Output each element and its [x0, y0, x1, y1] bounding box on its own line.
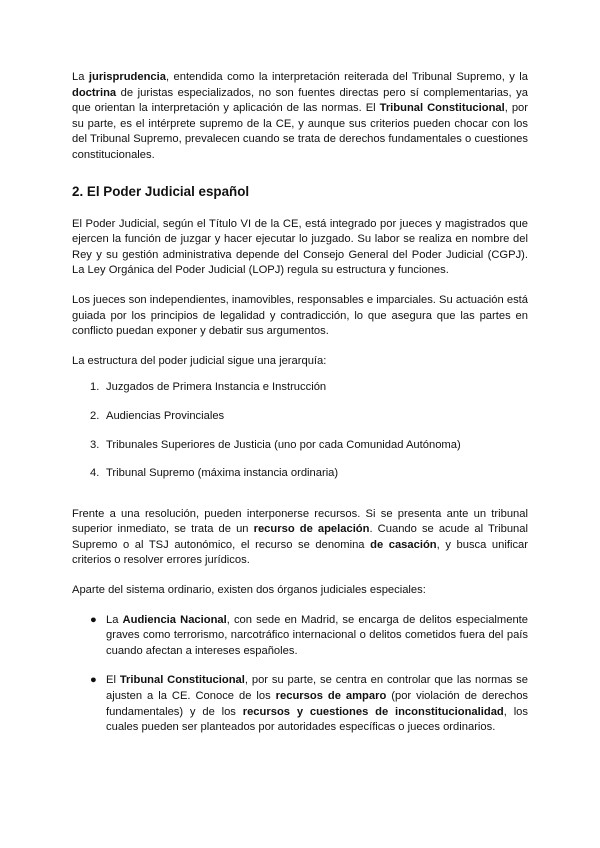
term-recursos-amparo: recursos de amparo: [275, 690, 387, 703]
list-item-audiencia-nacional: ● La Audiencia Nacional, con sede en Madrid, se encarga de delitos especialmente graves como terrorismo, narcotráfico internacional o delitos cometidos fuera del país cuando afectan a intereses españoles.: [90, 613, 528, 657]
term-casacion: de casación: [370, 538, 437, 551]
list-item: 1. Juzgados de Primera Instancia e Instrucción: [90, 381, 327, 394]
list-item: 2. Audiencias Provinciales: [90, 409, 225, 422]
intro-paragraph: La jurisprudencia, entendida como la interpretación reiterada del Tribunal Supremo, y la doctrina de juristas especializados, no son fuentes directas pero sí complementarias, ya que orientan la interpretación y aplicación de las normas. El Tribunal Constitucional, por su parte, es el intérprete supremo de la CE, y aunque sus criterios pueden chocar con los del Tribunal Supremo, prevalecen cuando se trata de derechos fundamentales o cuestiones constitucionales.: [72, 71, 528, 161]
term-recurso-apelacion: recurso de apelación: [253, 523, 370, 536]
definition-paragraph: El Poder Judicial, según el Título VI de la CE, está integrado por jueces y magistrados que ejercen la función de juzgar y hacer ejecutar lo juzgado. Su labor se realiza en nombre del Rey y su gestión administrativa depende del Consejo General del Poder Judicial (CGPJ). La Ley Orgánica del Poder Judicial (LOPJ) regula su estructura y funciones.: [72, 217, 528, 277]
term-inconstitucionalidad: recursos y cuestiones de inconstitucionalidad: [242, 705, 504, 718]
special-organs-list: [72, 613, 528, 736]
list-item-tribunal-constitucional: ● El Tribunal Constitucional, por su parte, se centra en controlar que las normas se ajusten a la CE. Conoce de los recursos de amparo (por violación de derechos fundamentales) y de los recursos y cuestiones de inconstitucionalidad, los cuales pueden ser planteados por autoridades específicas o jueces ordinarios.: [90, 674, 529, 734]
term-audiencia-nacional: Audiencia Nacional: [122, 613, 227, 626]
recursos-paragraph: Frente a una resolución, pueden interponerse recursos. Si se presenta ante un tribunal superior inmediato, se trata de un recurso de apelación. Cuando se acude al Tribunal Supremo o al TSJ autonómico, el recurso se denomina de casación, y busca unificar criterios o resolver errores jurídicos.: [72, 507, 528, 567]
structure-intro-paragraph: La estructura del poder judicial sigue una jerarquía:: [72, 354, 327, 367]
section-heading: 2. El Poder Judicial español: [72, 183, 250, 199]
term-tribunal-constitucional: Tribunal Constitucional: [379, 102, 505, 115]
list-item: 3. Tribunales Superiores de Justicia (uno por cada Comunidad Autónoma): [90, 438, 461, 451]
term-jurisprudencia: jurisprudencia: [88, 71, 166, 83]
hierarchy-list: [72, 380, 528, 481]
bullet-icon: ●: [90, 674, 97, 687]
document-page: [72, 70, 528, 750]
bullet-icon: ●: [90, 613, 97, 626]
judges-paragraph: Los jueces son independientes, inamovibles, responsables e imparciales. Su actuación está guiada por los principios de legalidad y contradicción, lo que asegura que las partes en conflicto puedan exponer y debatir sus argumentos.: [72, 293, 528, 338]
special-organs-paragraph: Aparte del sistema ordinario, existen dos órganos judiciales especiales:: [72, 584, 426, 597]
list-item: 4. Tribunal Supremo (máxima instancia ordinaria): [90, 467, 339, 480]
term-tribunal-constitucional-2: Tribunal Constitucional: [119, 674, 245, 687]
term-doctrina: doctrina: [72, 86, 117, 99]
